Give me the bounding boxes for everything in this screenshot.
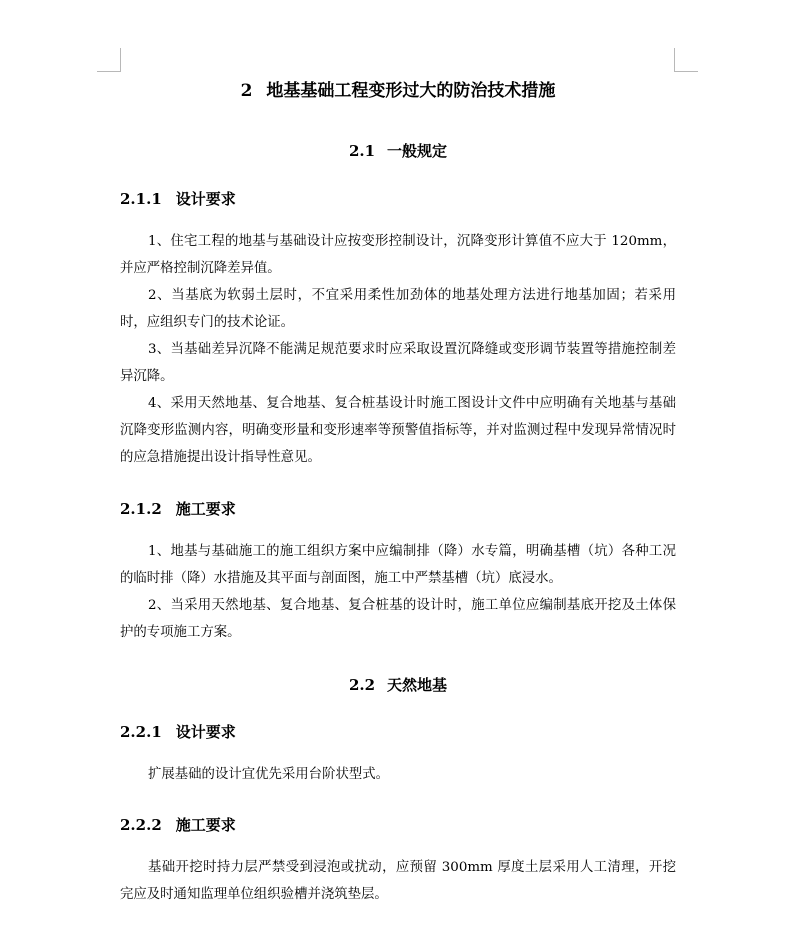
- chapter-number: 2: [240, 81, 253, 101]
- subsection-number: 2.2.1: [120, 723, 162, 741]
- paragraph: 扩展基础的设计宜优先采用台阶状型式。: [148, 767, 390, 782]
- chapter-title: [120, 80, 676, 102]
- section-heading: [120, 675, 676, 695]
- section-title: 天然地基: [387, 676, 448, 694]
- subsection-number: 2.2.2: [120, 816, 162, 834]
- crop-mark-top-left: [97, 71, 121, 72]
- subsection-title: 设计要求: [175, 723, 236, 741]
- subsection-heading: [120, 499, 236, 519]
- crop-mark-top-right: [674, 48, 675, 72]
- paragraph: 1、住宅工程的地基与基础设计应按变形控制设计，沉降变形计算值不应大于 120mm，并应严格控制沉降差异值。: [120, 234, 676, 276]
- paragraph: 基础开挖时持力层严禁受到浸泡或扰动，应预留 300mm 厚度土层采用人工清理，开挖完应及时通知监理单位组织验槽并浇筑垫层。: [120, 860, 676, 902]
- paragraph: 3、当基础差异沉降不能满足规范要求时应采取设置沉降缝或变形调节装置等措施控制差异沉降。: [120, 342, 676, 384]
- paragraph: 4、采用天然地基、复合地基、复合桩基设计时施工图设计文件中应明确有关地基与基础沉降变形监测内容，明确变形量和变形速率等预警值指标等，并对监测过程中发现异常情况时的应急措施提出设计指导性意见。: [120, 396, 676, 465]
- paragraph: 2、当基底为软弱土层时，不宜采用柔性加劲体的地基处理方法进行地基加固；若采用时，应组织专门的技术论证。: [120, 288, 676, 330]
- subsection-number: 2.1.2: [120, 500, 162, 518]
- section-heading: [120, 141, 676, 161]
- section-title: 一般规定: [387, 142, 448, 160]
- subsection-title: 设计要求: [175, 190, 236, 208]
- crop-mark-top-right: [674, 71, 698, 72]
- section-number: 2.2: [348, 676, 376, 694]
- subsection-heading: [120, 815, 236, 835]
- chapter-title-text: 地基基础工程变形过大的防治技术措施: [266, 81, 556, 101]
- subsection-heading: [120, 189, 236, 209]
- subsection-title: 施工要求: [175, 816, 236, 834]
- section-number: 2.1: [348, 142, 376, 160]
- subsection-title: 施工要求: [175, 500, 236, 518]
- crop-mark-top-left: [120, 48, 121, 72]
- paragraph: 2、当采用天然地基、复合地基、复合桩基的设计时，施工单位应编制基底开挖及土体保护的专项施工方案。: [120, 598, 676, 640]
- paragraph: 1、地基与基础施工的施工组织方案中应编制排（降）水专篇，明确基槽（坑）各种工况的临时排（降）水措施及其平面与剖面图，施工中严禁基槽（坑）底浸水。: [120, 544, 676, 586]
- subsection-heading: [120, 722, 236, 742]
- subsection-number: 2.1.1: [120, 190, 162, 208]
